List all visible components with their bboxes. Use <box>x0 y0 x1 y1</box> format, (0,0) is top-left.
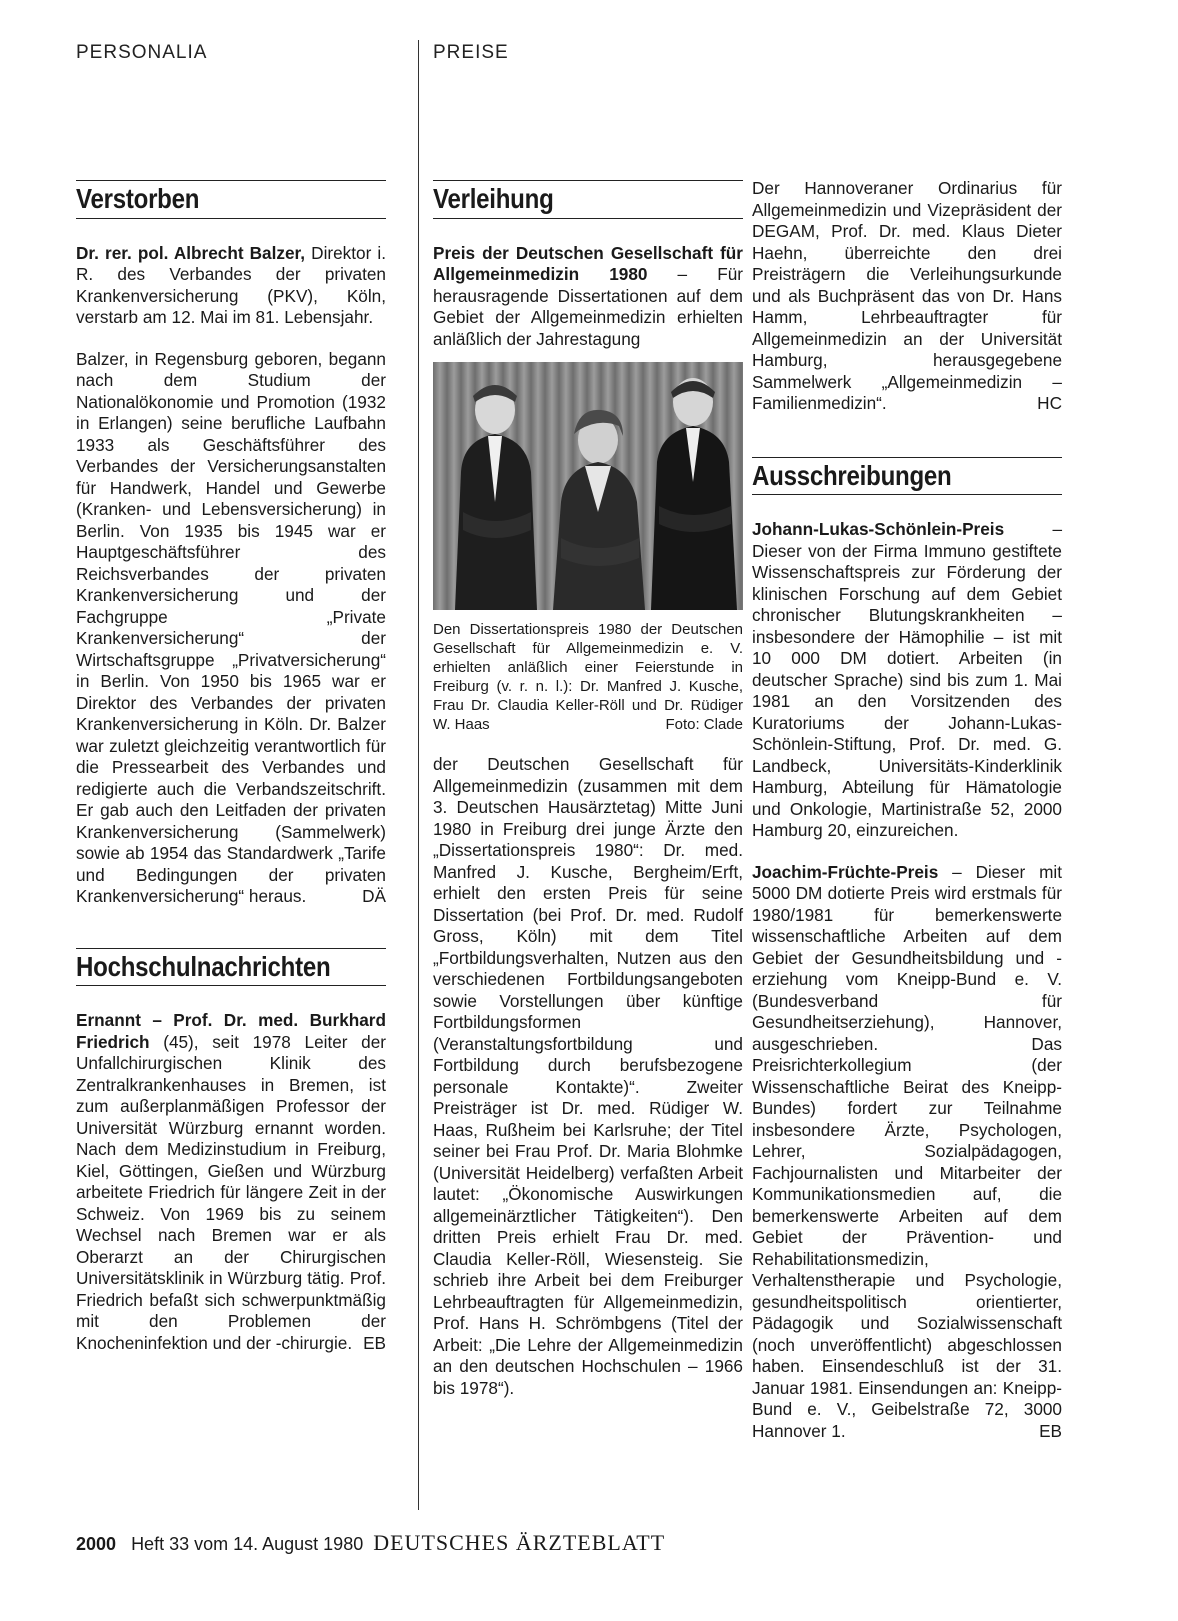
heading-verleihung-text: Verleihung <box>433 183 554 214</box>
verstorben-paragraph-1 <box>76 243 386 329</box>
award-photo-image <box>433 362 743 610</box>
column-divider <box>418 40 419 1510</box>
hochschul-name: Ernannt – Prof. Dr. med. Burkhard Friedrich <box>76 1010 386 1052</box>
heading-verstorben-text: Verstorben <box>76 183 200 214</box>
verstorben-text-2: Balzer, in Regensburg geboren, begann nach dem Studium der Nationalökonomie und Promotion (1932 in Erlangen) seine berufliche Laufbahn 1933 als Geschäftsführer des Verbandes der Versicherungsanstalten für Handwerk, Handel und Gewerbe (Kranken- und Lebensversicherung) in Berlin. Von 1935 bis 1945 war er Hauptgeschäftsführer des Reichsverbandes der privaten Krankenversicherung und der Fachgruppe „Private Krankenversicherung“ der Wirtschaftsgruppe „Privatversicherung“ in Berlin. Von 1950 bis 1965 war er Direktor des Verbandes der privaten Krankenversicherung in Köln. Dr. Balzer war zuletzt gleichzeitig verantwortlich für die Pressearbeit des Verbandes und redigierte auch die Verbandszeitschrift. Er gab auch den Leitfaden der privaten Krankenversicherung (Sammelwerk) sowie ab 1954 das Standardwerk „Tarife und Bedingungen der privaten Krankenversicherung“ heraus. <box>76 348 386 906</box>
heading-verstorben <box>76 180 386 219</box>
heading-ausschreibungen <box>752 457 1062 496</box>
photo-caption <box>433 620 743 734</box>
signature-eb-1: EB <box>363 1332 386 1353</box>
award-photo <box>433 362 743 610</box>
schoenlein-paragraph <box>752 519 1062 842</box>
hochschul-text: (45), seit 1978 Leiter der Unfallchirurgischen Klinik des Zentralkrankenhauses in Bremen, ist zum außerplanmäßigen Professor der Universität Würzburg ernannt worden. Nach dem Medizinstudium in Freiburg, Kiel, Göttingen, Gießen und Würzburg arbeitete Friedrich für längere Zeit in der Schweiz. Von 1969 bis zu seinem Wechsel nach Bremen war er als Oberarzt an der Chirurgischen Universitätsklinik in Würzburg tätig. Prof. Friedrich befaßt sich schwerpunktmäßig mit den Problemen der Knocheninfektion und der -chirurgie. <box>76 1031 387 1353</box>
verleihung-continuation <box>752 178 1062 415</box>
section-header-right: PREISE <box>433 42 509 63</box>
fruechte-paragraph <box>752 862 1062 1443</box>
heading-hochschulnachrichten <box>76 948 386 987</box>
verleihung-lead-text: – Für herausragende Dissertationen auf dem Gebiet der Allgemeinmedizin erhielten anläßlich der Jahrestagung <box>433 264 743 349</box>
verleihung-continuation-text: Der Hannoveraner Ordinarius für Allgemeinmedizin und Vizepräsident der DEGAM, Prof. Dr. med. Klaus Dieter Haehn, überreichte den drei Preisträgern die Verleihungsurkunde und als Buchpräsent das von Dr. Hans Hamm, Lehrbeauftragter für Allgemeinmedizin an der Universität Hamburg, herausgegebene Sammelwerk „Allgemeinmedizin – Familienmedizin“. <box>752 178 1062 413</box>
column-2 <box>433 180 743 1399</box>
heading-ausschreibungen-text: Ausschreibungen <box>752 459 952 491</box>
verstorben-paragraph-2 <box>76 349 386 908</box>
verleihung-lead-bold: Preis der Deutschen Gesellschaft für Allgemeinmedizin 1980 <box>433 242 743 284</box>
photo-credit: Foto: Clade <box>665 716 743 733</box>
signature-da: DÄ <box>362 886 386 906</box>
issue-info: Heft 33 vom 14. August 1980 <box>131 1534 364 1554</box>
section-header-left: PERSONALIA <box>76 42 208 63</box>
schoenlein-text: – Dieser von der Firma Immuno gestiftete Wissenschaftspreis zur Förderung der klinischen Forschung auf dem Gebiet chronischer Blutungskrankheiten – insbesondere der Hämophilie – ist mit 10 000 DM dotiert. Arbeiten (in deutscher Sprache) sind bis zum 1. Mai 1981 an den Vorsitzenden des Kuratoriums der Johann-Lukas-Schönlein-Stiftung, Prof. Dr. med. G. Landbeck, Universitäts-Kinderklinik Hamburg, Abteilung für Hämatologie und Onkologie, Martinistraße 52, 2000 Hamburg 20, einzureichen. <box>752 519 1062 840</box>
page-number: 2000 <box>76 1534 117 1554</box>
verleihung-body: der Deutschen Gesellschaft für Allgemeinmedizin (zusammen mit dem 3. Deutschen Hausärztetag) Mitte Juni 1980 in Freiburg drei junge Ärzte den „Dissertationspreis 1980“: Dr. med. Manfred J. Kusche, Bergheim/Erft, erhielt den ersten Preis für seine Dissertation (bei Prof. Dr. med. Rudolf Gross, Köln) mit dem Titel „Fortbildungsverhalten, Nutzen aus den verschiedenen Fortbildungsangeboten sowie Vorstellungen über künftige Fortbildungsformen (Veranstaltungsfortbildung und Fortbildung durch berufsbezogene personale Kontakte)“. Zweiter Preisträger ist Dr. med. Rüdiger W. Haas, Rußheim bei Karlsruhe; der Titel seiner bei Frau Prof. Dr. Maria Blohmke (Universität Heidelberg) verfaßten Arbeit lautet: „Ökonomische Auswirkungen allgemeinärztlicher Tätigkeiten“). Den dritten Preis erhielt Frau Dr. med. Claudia Keller-Röll, Wiesensteig. Sie schrieb ihre Arbeit bei dem Freiburger Lehrbeauftragten für Allgemeinmedizin, Prof. Hans H. Schrömbgens (Titel der Arbeit: „Die Lehre der Allgemeinmedizin an den deutschen Hochschulen – 1966 bis 1978“). <box>433 754 743 1398</box>
page-footer <box>76 1530 665 1556</box>
schoenlein-title: Johann-Lukas-Schönlein-Preis <box>752 519 1005 539</box>
hochschul-paragraph <box>76 1010 386 1354</box>
photo-caption-text: Den Dissertationspreis 1980 der Deutschen Gesellschaft für Allgemeinmedizin e. V. erhielten anläßlich einer Feierstunde in Freiburg (v. r. n. l.): Dr. Manfred J. Kusche, Frau Dr. Claudia Keller-Röll und Dr. Rüdiger W. Haas <box>433 621 743 733</box>
heading-verleihung <box>433 180 743 219</box>
verleihung-lead <box>433 243 743 351</box>
verstorben-name: Dr. rer. pol. Albrecht Balzer, <box>76 242 306 263</box>
verstorben-text-1: Direktor i. R. des Verbandes der privaten Krankenversicherung (PKV), Köln, verstarb am 12. Mai im 81. Lebensjahr. <box>76 242 386 327</box>
heading-hochschulnachrichten-text: Hochschulnachrichten <box>76 950 331 982</box>
column-3 <box>752 178 1062 1442</box>
fruechte-text: – Dieser mit 5000 DM dotierte Preis wird erstmals für 1980/1981 für bemerkenswerte wissenschaftliche Arbeiten auf dem Gebiet der Gesundheitsbildung und -erziehung vom Kneipp-Bund e. V. (Bundesverband für Gesundheitserziehung), Hannover, ausgeschrieben. Das Preisrichterkollegium (der Wissenschaftliche Beirat des Kneipp-Bundes) fordert zur Teilnahme insbesondere Ärzte, Psychologen, Lehrer, Sozialpädagogen, Fachjournalisten und Mitarbeiter der Kommunikationsmedien auf, die bemerkenswerte Arbeiten auf dem Gebiet der Prävention- und Rehabilitationsmedizin, Verhaltenstherapie und Psychologie, gesundheitspolitisch orientierter, Pädagogik und Sozialwissenschaft (noch unveröffentlicht) abgeschlossen haben. Einsendeschluß ist der 31. Januar 1981. Einsendungen an: Kneipp-Bund e. V., Geibelstraße 72, 3000 Hannover 1. <box>752 861 1063 1441</box>
signature-eb-2: EB <box>1039 1420 1062 1441</box>
column-1 <box>76 180 386 1354</box>
signature-hc: HC <box>1037 393 1062 413</box>
fruechte-title: Joachim-Früchte-Preis <box>752 861 939 882</box>
magazine-name: DEUTSCHES ÄRZTEBLATT <box>373 1530 666 1555</box>
